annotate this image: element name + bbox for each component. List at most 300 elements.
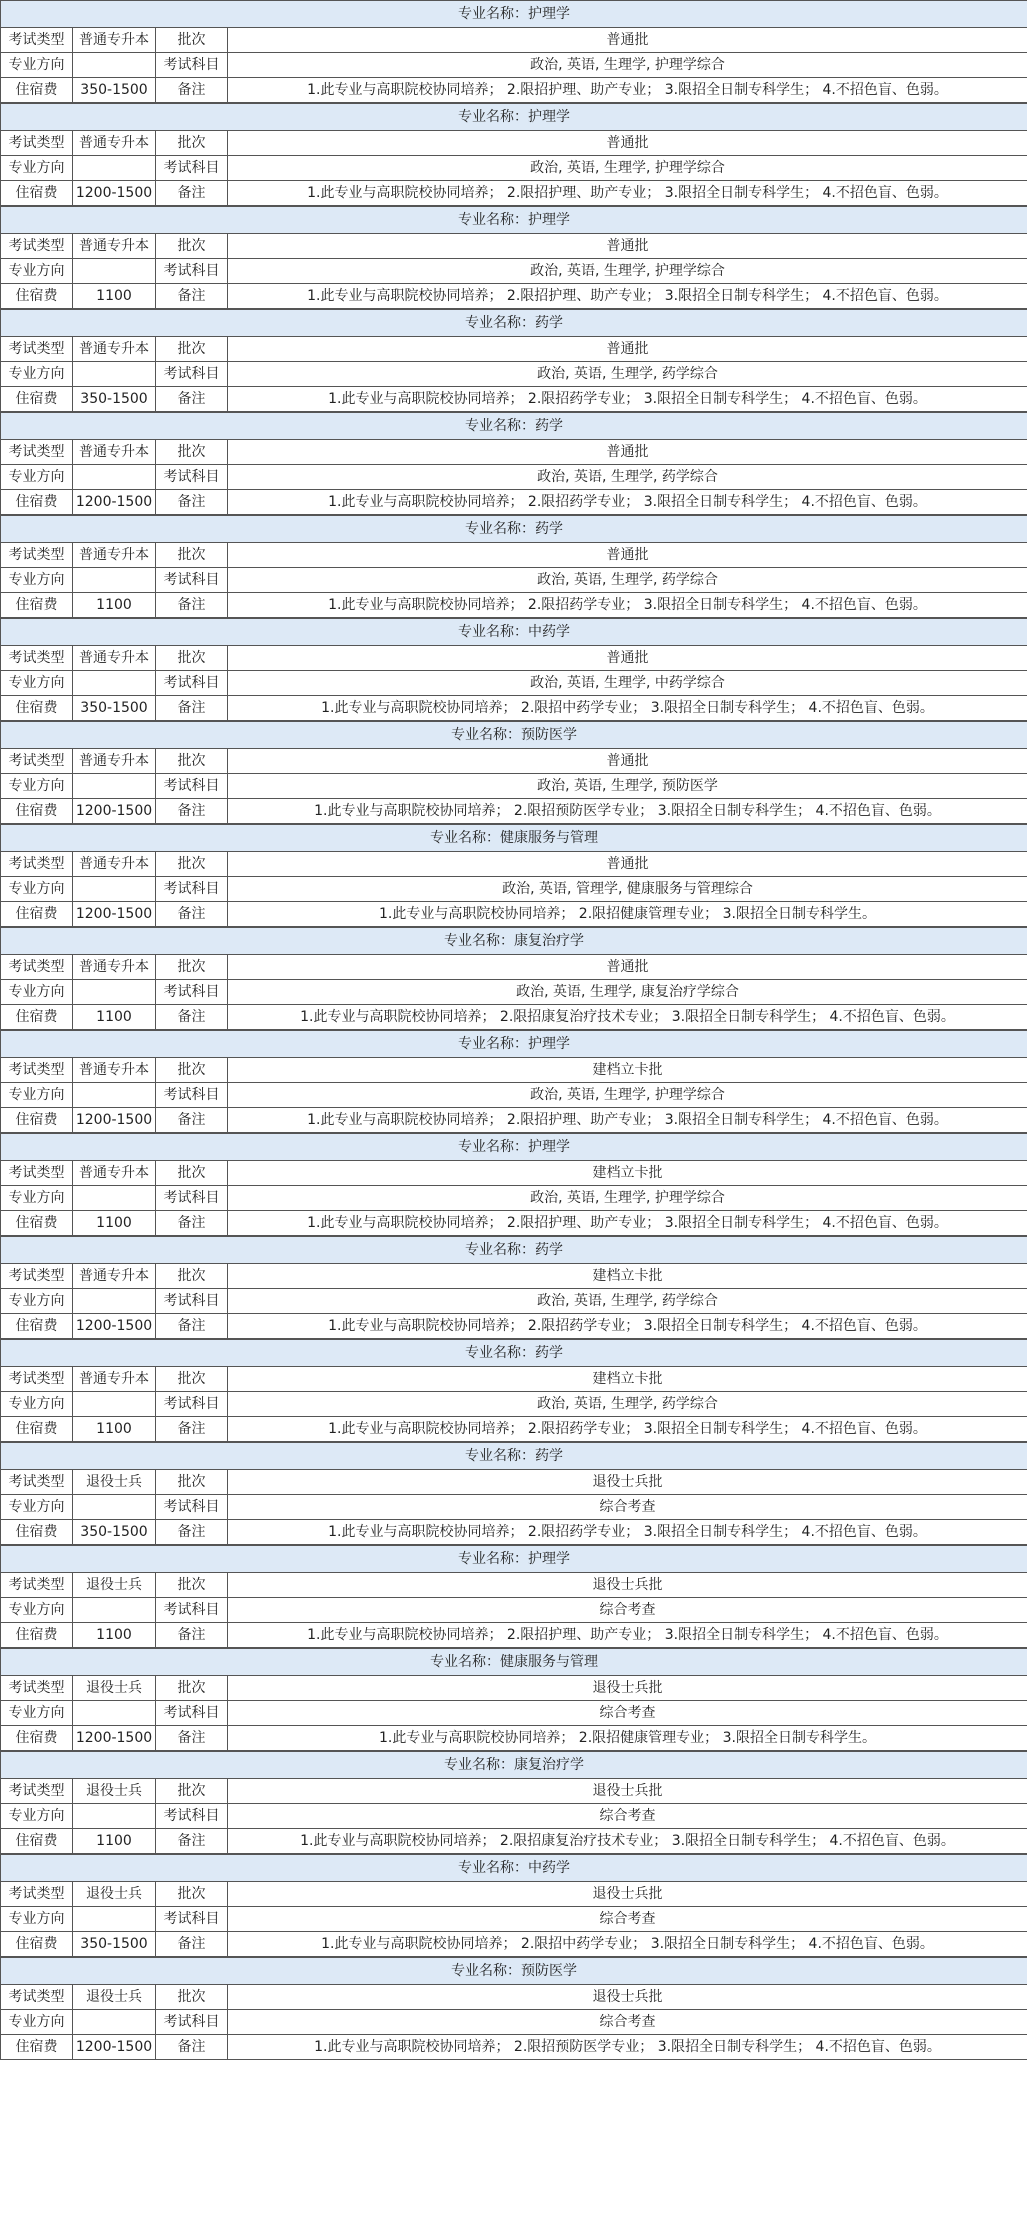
major-name-label: 专业名称： bbox=[430, 1654, 500, 1670]
batch-value: 普通批 bbox=[228, 543, 1027, 568]
major-record bbox=[0, 1957, 1027, 2060]
exam-row bbox=[1, 1882, 1027, 1907]
dorm-fee-label: 住宿费 bbox=[1, 902, 73, 927]
dorm-fee-label: 住宿费 bbox=[1, 1932, 73, 1957]
direction-value bbox=[73, 774, 156, 799]
direction-label: 专业方向 bbox=[1, 1392, 73, 1417]
subjects-value: 政治, 英语, 生理学, 药学综合 bbox=[228, 362, 1027, 387]
remarks-label: 备注 bbox=[156, 1211, 228, 1236]
subjects-value: 政治, 英语, 生理学, 护理学综合 bbox=[228, 259, 1027, 284]
exam-type-value: 普通专升本 bbox=[73, 337, 156, 362]
exam-row bbox=[1, 1161, 1027, 1186]
remarks-label: 备注 bbox=[156, 1520, 228, 1545]
major-name-row bbox=[1, 928, 1027, 955]
major-name bbox=[1, 413, 1027, 440]
major-record bbox=[0, 412, 1027, 515]
direction-row bbox=[1, 2010, 1027, 2035]
major-name-label: 专业名称： bbox=[458, 1139, 528, 1155]
direction-row bbox=[1, 774, 1027, 799]
major-name bbox=[1, 619, 1027, 646]
remarks-label: 备注 bbox=[156, 1829, 228, 1854]
major-name-value: 药学 bbox=[535, 521, 563, 537]
direction-value bbox=[73, 2010, 156, 2035]
exam-type-value: 退役士兵 bbox=[73, 1573, 156, 1598]
major-name bbox=[1, 928, 1027, 955]
batch-value: 普通批 bbox=[228, 852, 1027, 877]
fee-row bbox=[1, 1829, 1027, 1854]
dorm-fee-label: 住宿费 bbox=[1, 1417, 73, 1442]
major-record bbox=[0, 1545, 1027, 1648]
exam-type-label: 考试类型 bbox=[1, 749, 73, 774]
batch-label: 批次 bbox=[156, 440, 228, 465]
exam-type-value: 退役士兵 bbox=[73, 1779, 156, 1804]
major-record bbox=[0, 618, 1027, 721]
direction-row bbox=[1, 362, 1027, 387]
major-name bbox=[1, 722, 1027, 749]
dorm-fee-value: 1200-1500 bbox=[73, 2035, 156, 2060]
remarks-value: 1.此专业与高职院校协同培养； 2.限招健康管理专业； 3.限招全日制专科学生。 bbox=[228, 902, 1027, 927]
dorm-fee-label: 住宿费 bbox=[1, 696, 73, 721]
batch-value: 普通批 bbox=[228, 749, 1027, 774]
major-name-label: 专业名称： bbox=[458, 1860, 528, 1876]
exam-type-label: 考试类型 bbox=[1, 955, 73, 980]
dorm-fee-value: 1200-1500 bbox=[73, 181, 156, 206]
major-name bbox=[1, 207, 1027, 234]
exam-type-value: 普通专升本 bbox=[73, 1161, 156, 1186]
major-name-value: 健康服务与管理 bbox=[500, 1654, 598, 1670]
exam-type-label: 考试类型 bbox=[1, 1470, 73, 1495]
major-name-value: 康复治疗学 bbox=[514, 1757, 584, 1773]
major-record bbox=[0, 721, 1027, 824]
exam-type-value: 普通专升本 bbox=[73, 131, 156, 156]
batch-value: 退役士兵批 bbox=[228, 1985, 1027, 2010]
major-name-label: 专业名称： bbox=[465, 315, 535, 331]
exam-row bbox=[1, 1367, 1027, 1392]
remarks-label: 备注 bbox=[156, 78, 228, 103]
major-name bbox=[1, 1237, 1027, 1264]
remarks-value: 1.此专业与高职院校协同培养； 2.限招药学专业； 3.限招全日制专科学生； 4.不招色盲、色弱。 bbox=[228, 490, 1027, 515]
remarks-value: 1.此专业与高职院校协同培养； 2.限招康复治疗技术专业； 3.限招全日制专科学生； 4.不招色盲、色弱。 bbox=[228, 1829, 1027, 1854]
exam-type-value: 普通专升本 bbox=[73, 543, 156, 568]
major-name-value: 中药学 bbox=[528, 1860, 570, 1876]
subjects-label: 考试科目 bbox=[156, 156, 228, 181]
fee-row bbox=[1, 1726, 1027, 1751]
remarks-label: 备注 bbox=[156, 490, 228, 515]
batch-label: 批次 bbox=[156, 1573, 228, 1598]
major-name bbox=[1, 516, 1027, 543]
subjects-value: 政治, 英语, 生理学, 预防医学 bbox=[228, 774, 1027, 799]
exam-row bbox=[1, 543, 1027, 568]
exam-row bbox=[1, 852, 1027, 877]
subjects-label: 考试科目 bbox=[156, 1289, 228, 1314]
major-name-label: 专业名称： bbox=[444, 933, 514, 949]
direction-value bbox=[73, 980, 156, 1005]
subjects-value: 政治, 英语, 生理学, 药学综合 bbox=[228, 568, 1027, 593]
subjects-label: 考试科目 bbox=[156, 1495, 228, 1520]
direction-value bbox=[73, 465, 156, 490]
major-name-label: 专业名称： bbox=[458, 109, 528, 125]
batch-label: 批次 bbox=[156, 28, 228, 53]
major-name bbox=[1, 1855, 1027, 1882]
exam-type-label: 考试类型 bbox=[1, 543, 73, 568]
batch-value: 普通批 bbox=[228, 234, 1027, 259]
exam-type-label: 考试类型 bbox=[1, 1882, 73, 1907]
major-name bbox=[1, 104, 1027, 131]
subjects-value: 综合考查 bbox=[228, 1804, 1027, 1829]
direction-row bbox=[1, 1289, 1027, 1314]
exam-type-label: 考试类型 bbox=[1, 28, 73, 53]
major-name-row bbox=[1, 619, 1027, 646]
dorm-fee-value: 1200-1500 bbox=[73, 490, 156, 515]
exam-row bbox=[1, 1676, 1027, 1701]
subjects-label: 考试科目 bbox=[156, 465, 228, 490]
exam-type-value: 退役士兵 bbox=[73, 1985, 156, 2010]
major-name-row bbox=[1, 1443, 1027, 1470]
direction-label: 专业方向 bbox=[1, 568, 73, 593]
exam-row bbox=[1, 955, 1027, 980]
fee-row bbox=[1, 696, 1027, 721]
dorm-fee-value: 1200-1500 bbox=[73, 799, 156, 824]
subjects-value: 政治, 英语, 管理学, 健康服务与管理综合 bbox=[228, 877, 1027, 902]
major-record bbox=[0, 0, 1027, 103]
major-name-value: 中药学 bbox=[528, 624, 570, 640]
major-name-row bbox=[1, 1134, 1027, 1161]
major-name-row bbox=[1, 310, 1027, 337]
major-name-value: 预防医学 bbox=[521, 1963, 577, 1979]
major-name-value: 康复治疗学 bbox=[514, 933, 584, 949]
fee-row bbox=[1, 1623, 1027, 1648]
subjects-label: 考试科目 bbox=[156, 1907, 228, 1932]
direction-value bbox=[73, 1804, 156, 1829]
direction-label: 专业方向 bbox=[1, 671, 73, 696]
dorm-fee-label: 住宿费 bbox=[1, 387, 73, 412]
remarks-label: 备注 bbox=[156, 1623, 228, 1648]
direction-row bbox=[1, 53, 1027, 78]
major-record bbox=[0, 1442, 1027, 1545]
remarks-label: 备注 bbox=[156, 799, 228, 824]
batch-value: 退役士兵批 bbox=[228, 1470, 1027, 1495]
batch-label: 批次 bbox=[156, 1161, 228, 1186]
fee-row bbox=[1, 490, 1027, 515]
exam-type-label: 考试类型 bbox=[1, 1367, 73, 1392]
direction-label: 专业方向 bbox=[1, 877, 73, 902]
major-name-row bbox=[1, 413, 1027, 440]
direction-row bbox=[1, 877, 1027, 902]
exam-type-label: 考试类型 bbox=[1, 1676, 73, 1701]
direction-label: 专业方向 bbox=[1, 774, 73, 799]
batch-value: 退役士兵批 bbox=[228, 1573, 1027, 1598]
remarks-value: 1.此专业与高职院校协同培养； 2.限招护理、助产专业； 3.限招全日制专科学生； 4.不招色盲、色弱。 bbox=[228, 1108, 1027, 1133]
major-name-value: 护理学 bbox=[528, 6, 570, 22]
major-name bbox=[1, 1649, 1027, 1676]
major-record bbox=[0, 1648, 1027, 1751]
fee-row bbox=[1, 1108, 1027, 1133]
direction-row bbox=[1, 1495, 1027, 1520]
dorm-fee-value: 1200-1500 bbox=[73, 1108, 156, 1133]
subjects-value: 综合考查 bbox=[228, 1907, 1027, 1932]
direction-value bbox=[73, 1186, 156, 1211]
subjects-label: 考试科目 bbox=[156, 1804, 228, 1829]
exam-type-value: 普通专升本 bbox=[73, 852, 156, 877]
direction-label: 专业方向 bbox=[1, 156, 73, 181]
subjects-value: 政治, 英语, 生理学, 康复治疗学综合 bbox=[228, 980, 1027, 1005]
dorm-fee-value: 350-1500 bbox=[73, 696, 156, 721]
remarks-label: 备注 bbox=[156, 1932, 228, 1957]
subjects-label: 考试科目 bbox=[156, 1598, 228, 1623]
remarks-label: 备注 bbox=[156, 696, 228, 721]
direction-value bbox=[73, 1495, 156, 1520]
direction-value bbox=[73, 1392, 156, 1417]
batch-value: 普通批 bbox=[228, 646, 1027, 671]
major-name bbox=[1, 1, 1027, 28]
major-record bbox=[0, 824, 1027, 927]
batch-value: 普通批 bbox=[228, 337, 1027, 362]
fee-row bbox=[1, 1932, 1027, 1957]
remarks-value: 1.此专业与高职院校协同培养； 2.限招护理、助产专业； 3.限招全日制专科学生； 4.不招色盲、色弱。 bbox=[228, 284, 1027, 309]
exam-type-value: 退役士兵 bbox=[73, 1676, 156, 1701]
direction-value bbox=[73, 362, 156, 387]
dorm-fee-value: 1100 bbox=[73, 1623, 156, 1648]
remarks-label: 备注 bbox=[156, 387, 228, 412]
direction-value bbox=[73, 877, 156, 902]
major-name-row bbox=[1, 1752, 1027, 1779]
major-name-row bbox=[1, 1649, 1027, 1676]
dorm-fee-value: 350-1500 bbox=[73, 1520, 156, 1545]
direction-value bbox=[73, 259, 156, 284]
major-name-row bbox=[1, 1, 1027, 28]
subjects-value: 政治, 英语, 生理学, 护理学综合 bbox=[228, 156, 1027, 181]
dorm-fee-label: 住宿费 bbox=[1, 78, 73, 103]
subjects-label: 考试科目 bbox=[156, 1186, 228, 1211]
major-name-value: 药学 bbox=[535, 1345, 563, 1361]
major-name bbox=[1, 1546, 1027, 1573]
direction-row bbox=[1, 1598, 1027, 1623]
dorm-fee-value: 1100 bbox=[73, 1005, 156, 1030]
direction-value bbox=[73, 1907, 156, 1932]
direction-row bbox=[1, 980, 1027, 1005]
remarks-value: 1.此专业与高职院校协同培养； 2.限招护理、助产专业； 3.限招全日制专科学生； 4.不招色盲、色弱。 bbox=[228, 1211, 1027, 1236]
fee-row bbox=[1, 1211, 1027, 1236]
major-record bbox=[0, 103, 1027, 206]
exam-row bbox=[1, 440, 1027, 465]
fee-row bbox=[1, 387, 1027, 412]
dorm-fee-label: 住宿费 bbox=[1, 593, 73, 618]
subjects-label: 考试科目 bbox=[156, 568, 228, 593]
direction-value bbox=[73, 53, 156, 78]
major-name-label: 专业名称： bbox=[465, 418, 535, 434]
batch-label: 批次 bbox=[156, 131, 228, 156]
major-record bbox=[0, 1030, 1027, 1133]
subjects-value: 综合考查 bbox=[228, 1598, 1027, 1623]
dorm-fee-label: 住宿费 bbox=[1, 1623, 73, 1648]
major-name-label: 专业名称： bbox=[430, 830, 500, 846]
remarks-value: 1.此专业与高职院校协同培养； 2.限招护理、助产专业； 3.限招全日制专科学生； 4.不招色盲、色弱。 bbox=[228, 1623, 1027, 1648]
exam-row bbox=[1, 1779, 1027, 1804]
exam-row bbox=[1, 749, 1027, 774]
direction-value bbox=[73, 671, 156, 696]
exam-row bbox=[1, 646, 1027, 671]
remarks-value: 1.此专业与高职院校协同培养； 2.限招药学专业； 3.限招全日制专科学生； 4.不招色盲、色弱。 bbox=[228, 1520, 1027, 1545]
subjects-value: 政治, 英语, 生理学, 药学综合 bbox=[228, 1289, 1027, 1314]
major-name-label: 专业名称： bbox=[465, 521, 535, 537]
fee-row bbox=[1, 181, 1027, 206]
major-name-row bbox=[1, 722, 1027, 749]
direction-label: 专业方向 bbox=[1, 1186, 73, 1211]
batch-value: 建档立卡批 bbox=[228, 1161, 1027, 1186]
direction-label: 专业方向 bbox=[1, 259, 73, 284]
subjects-label: 考试科目 bbox=[156, 2010, 228, 2035]
dorm-fee-label: 住宿费 bbox=[1, 1314, 73, 1339]
batch-label: 批次 bbox=[156, 337, 228, 362]
direction-value bbox=[73, 1598, 156, 1623]
major-name bbox=[1, 1443, 1027, 1470]
remarks-value: 1.此专业与高职院校协同培养； 2.限招药学专业； 3.限招全日制专科学生； 4.不招色盲、色弱。 bbox=[228, 593, 1027, 618]
subjects-value: 政治, 英语, 生理学, 中药学综合 bbox=[228, 671, 1027, 696]
batch-value: 普通批 bbox=[228, 955, 1027, 980]
batch-label: 批次 bbox=[156, 1985, 228, 2010]
major-record bbox=[0, 1854, 1027, 1957]
remarks-label: 备注 bbox=[156, 284, 228, 309]
dorm-fee-value: 1100 bbox=[73, 593, 156, 618]
subjects-label: 考试科目 bbox=[156, 877, 228, 902]
exam-row bbox=[1, 337, 1027, 362]
fee-row bbox=[1, 1417, 1027, 1442]
exam-type-label: 考试类型 bbox=[1, 1058, 73, 1083]
dorm-fee-value: 1100 bbox=[73, 1417, 156, 1442]
exam-type-label: 考试类型 bbox=[1, 852, 73, 877]
major-record bbox=[0, 1133, 1027, 1236]
direction-label: 专业方向 bbox=[1, 1289, 73, 1314]
remarks-label: 备注 bbox=[156, 1417, 228, 1442]
batch-label: 批次 bbox=[156, 1779, 228, 1804]
direction-label: 专业方向 bbox=[1, 362, 73, 387]
major-name bbox=[1, 1752, 1027, 1779]
major-name bbox=[1, 1134, 1027, 1161]
subjects-value: 政治, 英语, 生理学, 护理学综合 bbox=[228, 1186, 1027, 1211]
exam-type-value: 普通专升本 bbox=[73, 234, 156, 259]
dorm-fee-value: 1200-1500 bbox=[73, 1314, 156, 1339]
remarks-value: 1.此专业与高职院校协同培养； 2.限招药学专业； 3.限招全日制专科学生； 4.不招色盲、色弱。 bbox=[228, 1417, 1027, 1442]
remarks-label: 备注 bbox=[156, 1005, 228, 1030]
fee-row bbox=[1, 78, 1027, 103]
remarks-value: 1.此专业与高职院校协同培养； 2.限招护理、助产专业； 3.限招全日制专科学生； 4.不招色盲、色弱。 bbox=[228, 181, 1027, 206]
remarks-value: 1.此专业与高职院校协同培养； 2.限招护理、助产专业； 3.限招全日制专科学生； 4.不招色盲、色弱。 bbox=[228, 78, 1027, 103]
batch-label: 批次 bbox=[156, 1882, 228, 1907]
direction-value bbox=[73, 156, 156, 181]
exam-type-value: 退役士兵 bbox=[73, 1882, 156, 1907]
exam-row bbox=[1, 1985, 1027, 2010]
dorm-fee-value: 1200-1500 bbox=[73, 1726, 156, 1751]
exam-type-value: 退役士兵 bbox=[73, 1470, 156, 1495]
dorm-fee-label: 住宿费 bbox=[1, 1211, 73, 1236]
remarks-label: 备注 bbox=[156, 593, 228, 618]
subjects-label: 考试科目 bbox=[156, 259, 228, 284]
exam-type-label: 考试类型 bbox=[1, 1264, 73, 1289]
subjects-label: 考试科目 bbox=[156, 980, 228, 1005]
direction-label: 专业方向 bbox=[1, 1083, 73, 1108]
dorm-fee-label: 住宿费 bbox=[1, 799, 73, 824]
batch-label: 批次 bbox=[156, 749, 228, 774]
dorm-fee-value: 350-1500 bbox=[73, 78, 156, 103]
exam-type-label: 考试类型 bbox=[1, 337, 73, 362]
dorm-fee-label: 住宿费 bbox=[1, 2035, 73, 2060]
major-name-value: 护理学 bbox=[528, 212, 570, 228]
subjects-value: 综合考查 bbox=[228, 2010, 1027, 2035]
major-name-value: 护理学 bbox=[528, 1036, 570, 1052]
batch-value: 建档立卡批 bbox=[228, 1058, 1027, 1083]
direction-label: 专业方向 bbox=[1, 1701, 73, 1726]
fee-row bbox=[1, 1520, 1027, 1545]
exam-row bbox=[1, 234, 1027, 259]
direction-value bbox=[73, 568, 156, 593]
major-name-row bbox=[1, 1855, 1027, 1882]
remarks-value: 1.此专业与高职院校协同培养； 2.限招健康管理专业； 3.限招全日制专科学生。 bbox=[228, 1726, 1027, 1751]
major-record bbox=[0, 515, 1027, 618]
direction-row bbox=[1, 259, 1027, 284]
major-record bbox=[0, 309, 1027, 412]
major-record bbox=[0, 1236, 1027, 1339]
major-name-label: 专业名称： bbox=[458, 1551, 528, 1567]
subjects-label: 考试科目 bbox=[156, 1701, 228, 1726]
direction-row bbox=[1, 671, 1027, 696]
fee-row bbox=[1, 284, 1027, 309]
exam-row bbox=[1, 1264, 1027, 1289]
direction-label: 专业方向 bbox=[1, 465, 73, 490]
major-name-label: 专业名称： bbox=[458, 6, 528, 22]
exam-type-value: 普通专升本 bbox=[73, 440, 156, 465]
major-name-label: 专业名称： bbox=[458, 1036, 528, 1052]
fee-row bbox=[1, 902, 1027, 927]
remarks-value: 1.此专业与高职院校协同培养； 2.限招预防医学专业； 3.限招全日制专科学生； 4.不招色盲、色弱。 bbox=[228, 2035, 1027, 2060]
direction-row bbox=[1, 465, 1027, 490]
major-name bbox=[1, 1958, 1027, 1985]
remarks-label: 备注 bbox=[156, 1726, 228, 1751]
major-name-row bbox=[1, 1958, 1027, 1985]
major-name-value: 护理学 bbox=[528, 1551, 570, 1567]
batch-label: 批次 bbox=[156, 1058, 228, 1083]
major-record bbox=[0, 1751, 1027, 1854]
major-name-value: 药学 bbox=[535, 315, 563, 331]
exam-type-value: 普通专升本 bbox=[73, 28, 156, 53]
remarks-label: 备注 bbox=[156, 1314, 228, 1339]
direction-row bbox=[1, 1083, 1027, 1108]
batch-label: 批次 bbox=[156, 543, 228, 568]
major-name-value: 药学 bbox=[535, 418, 563, 434]
major-name-row bbox=[1, 1237, 1027, 1264]
direction-row bbox=[1, 568, 1027, 593]
dorm-fee-value: 1100 bbox=[73, 284, 156, 309]
subjects-label: 考试科目 bbox=[156, 362, 228, 387]
major-record bbox=[0, 206, 1027, 309]
direction-label: 专业方向 bbox=[1, 1495, 73, 1520]
major-record bbox=[0, 927, 1027, 1030]
major-name-value: 预防医学 bbox=[521, 727, 577, 743]
batch-value: 建档立卡批 bbox=[228, 1264, 1027, 1289]
exam-row bbox=[1, 1058, 1027, 1083]
direction-row bbox=[1, 1701, 1027, 1726]
batch-label: 批次 bbox=[156, 1367, 228, 1392]
direction-value bbox=[73, 1083, 156, 1108]
remarks-value: 1.此专业与高职院校协同培养； 2.限招药学专业； 3.限招全日制专科学生； 4.不招色盲、色弱。 bbox=[228, 387, 1027, 412]
direction-label: 专业方向 bbox=[1, 2010, 73, 2035]
remarks-value: 1.此专业与高职院校协同培养； 2.限招中药学专业； 3.限招全日制专科学生； 4.不招色盲、色弱。 bbox=[228, 696, 1027, 721]
exam-type-value: 普通专升本 bbox=[73, 955, 156, 980]
major-name-value: 药学 bbox=[535, 1242, 563, 1258]
exam-type-value: 普通专升本 bbox=[73, 1264, 156, 1289]
direction-row bbox=[1, 1186, 1027, 1211]
direction-value bbox=[73, 1701, 156, 1726]
dorm-fee-value: 350-1500 bbox=[73, 1932, 156, 1957]
